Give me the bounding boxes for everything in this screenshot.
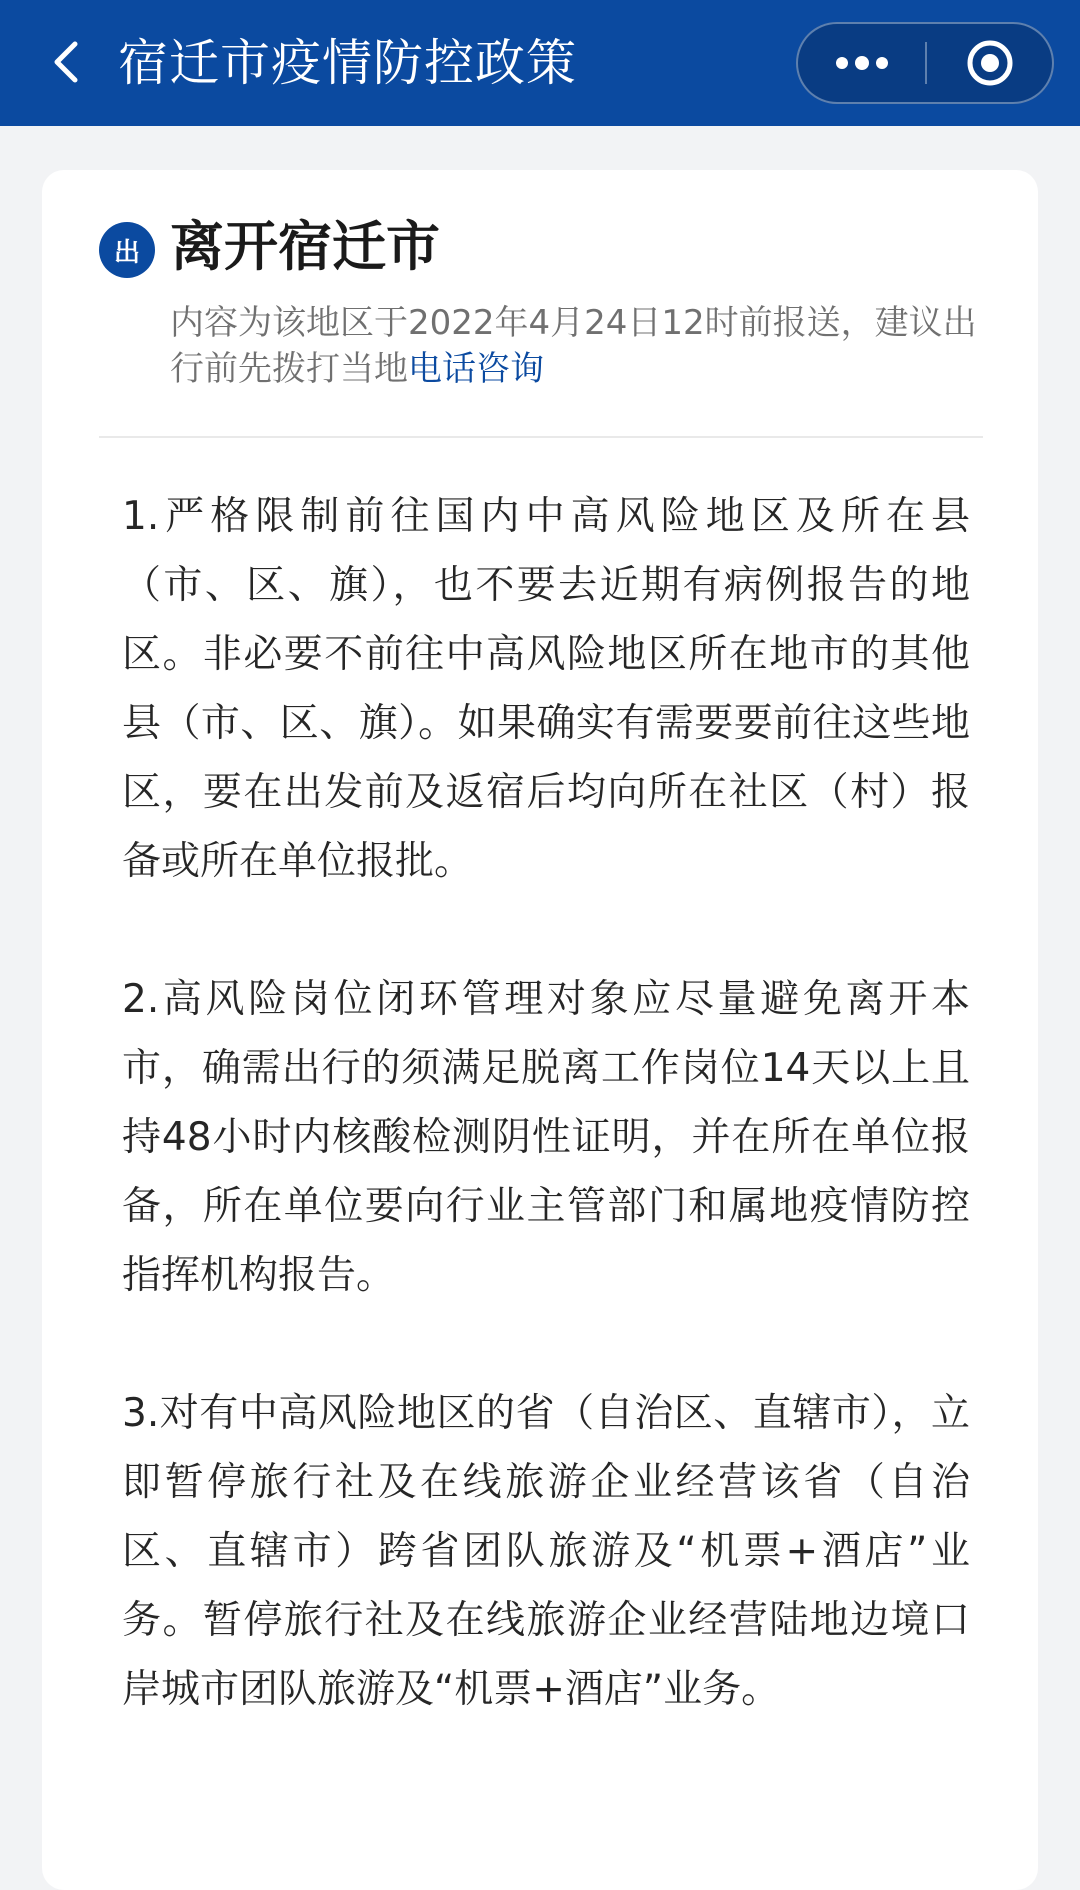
back-button[interactable] bbox=[42, 38, 90, 86]
section-subtitle bbox=[170, 300, 1010, 392]
header-bar bbox=[0, 0, 1080, 126]
policy-item-1: 1.严格限制前往国内中高风险地区及所在县（市、区、旗），也不要去近期有病例报告的地区。非必要不前往中高风险地区所在地市的其他县（市、区、旗）。如果确实有需要要前往这些地区，要在出发前及返宿后均向所在社区（村）报备或所在单位报批。 bbox=[122, 494, 970, 884]
policy-card bbox=[42, 170, 1038, 1890]
page-title: 宿迁市疫情防控政策 bbox=[118, 34, 577, 92]
target-close-icon bbox=[965, 38, 1015, 88]
more-dots-icon bbox=[832, 55, 892, 71]
chevron-left-icon bbox=[51, 38, 81, 86]
policy-content bbox=[122, 482, 970, 1793]
policy-item-3: 3.对有中高风险地区的省（自治区、直辖市），立即暂停旅行社及在线旅游企业经营该省（自治区、直辖市）跨省团队旅游及“机票+酒店”业务。暂停旅行社及在线旅游企业经营陆地边境口岸城市团队旅游及“机票+酒店”业务。 bbox=[122, 1391, 970, 1712]
subtitle-text: 内容为该地区于2022年4月24日12时前报送，建议出行前先拨打当地 bbox=[170, 303, 977, 389]
phone-consult-link[interactable]: 电话咨询 bbox=[408, 349, 544, 389]
section-title: 离开宿迁市 bbox=[170, 215, 440, 278]
policy-item-2: 2.高风险岗位闭环管理对象应尽量避免离开本市，确需出行的须满足脱离工作岗位14天以上且持48小时内核酸检测阴性证明，并在所在单位报备，所在单位要向行业主管部门和属地疫情防控指挥机构报告。 bbox=[122, 977, 970, 1298]
section-divider bbox=[99, 436, 983, 438]
close-button[interactable] bbox=[926, 24, 1054, 102]
mini-program-capsule bbox=[796, 22, 1054, 104]
exit-badge: 出 bbox=[99, 222, 155, 278]
more-button[interactable] bbox=[798, 24, 926, 102]
